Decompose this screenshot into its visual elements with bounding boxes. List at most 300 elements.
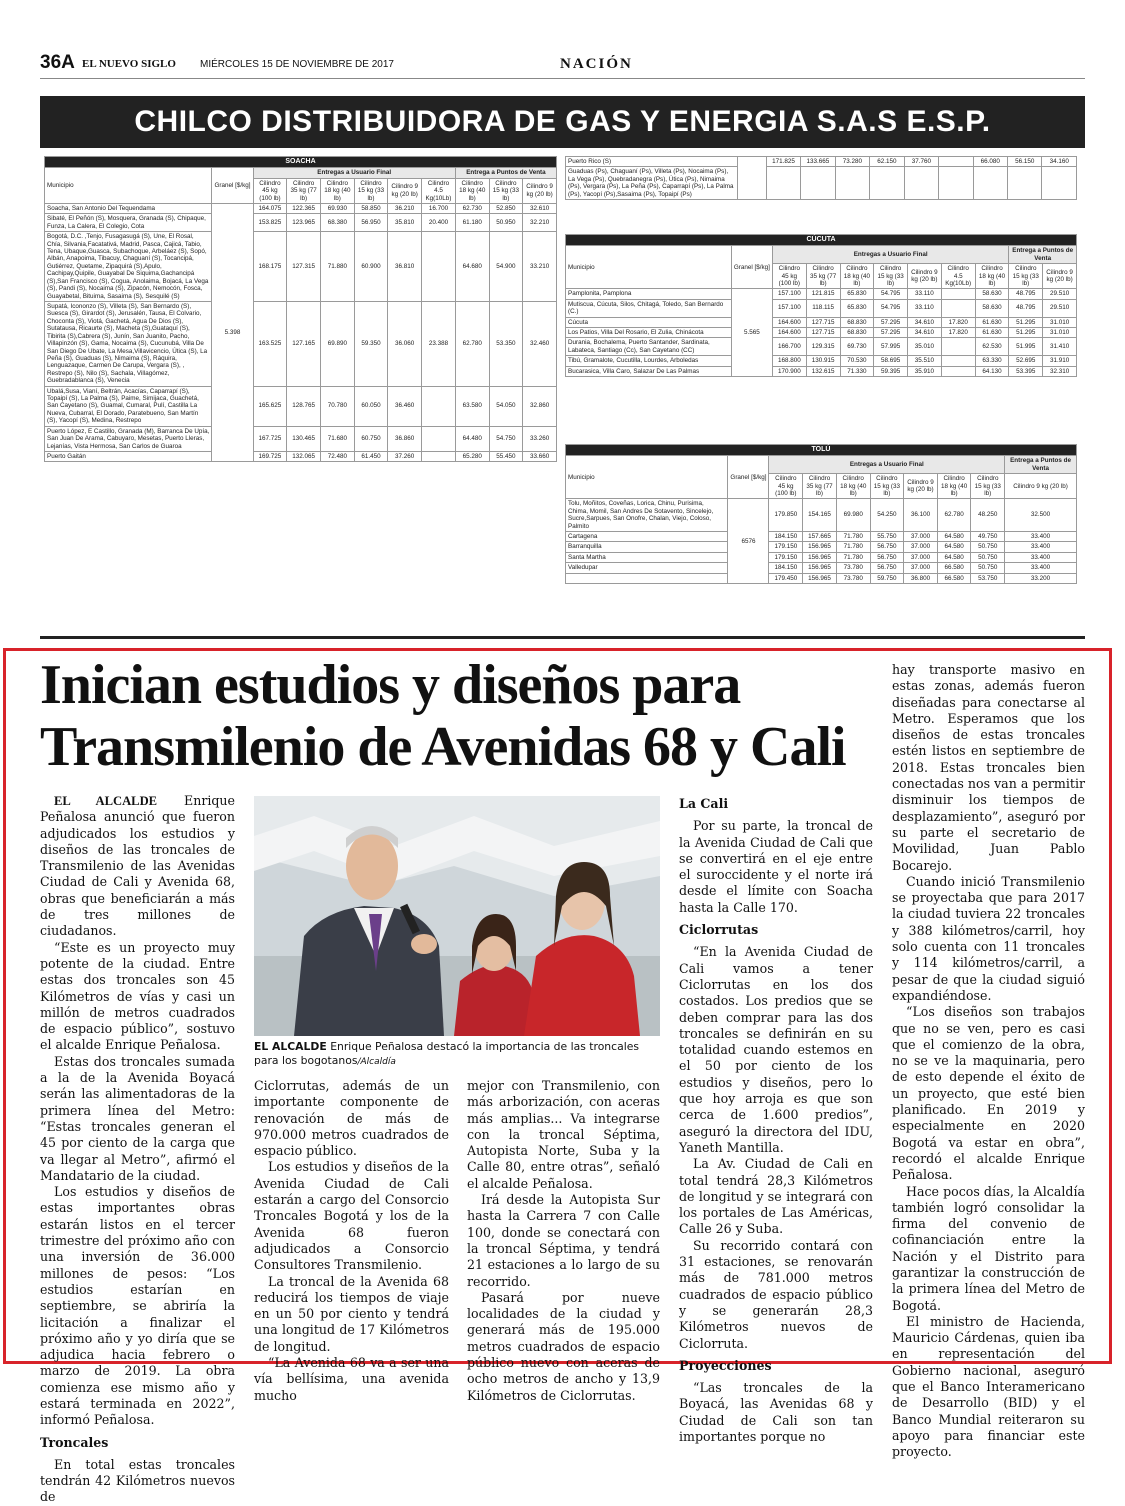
price-cell: 60.050 — [354, 386, 388, 426]
price-cell: 122.365 — [287, 203, 321, 213]
price-cell: 184.150 — [769, 563, 803, 573]
price-cell: 70.780 — [321, 386, 355, 426]
price-cell: 29.510 — [1043, 289, 1077, 299]
column-header: Cilindro 18 kg (40 lb) — [840, 264, 874, 289]
price-cell: 156.965 — [803, 542, 837, 552]
price-cell — [1042, 167, 1077, 200]
article-column-2 — [254, 1078, 449, 1404]
price-cell: 130.465 — [287, 426, 321, 451]
group-sale: Entrega a Puntos de Venta — [455, 168, 556, 178]
paragraph: Pasará por nueve localidades de la ciudad y generará más de 195.000 metros cuadrados de espacio público nuevo con aceras de ocho metros de ancho y 13,9 Kilómetros de Ciclorrutas. — [467, 1289, 660, 1403]
granel-cell — [738, 157, 766, 200]
price-cell: 48.795 — [1009, 289, 1043, 299]
table-row — [566, 167, 1077, 200]
price-cell: 64.130 — [975, 366, 1009, 376]
column-header: Cilindro 15 kg (33 lb) — [870, 474, 904, 499]
price-cell — [939, 167, 973, 200]
price-cell: 48.795 — [1009, 299, 1043, 317]
price-cell: 33.110 — [908, 299, 942, 317]
price-cell: 62.780 — [937, 499, 971, 532]
price-cell: 31.910 — [1043, 356, 1077, 366]
price-cell: 73.780 — [836, 563, 870, 573]
price-cell: 68.830 — [840, 328, 874, 338]
price-cell: 36.800 — [904, 573, 938, 583]
price-cell: 58.850 — [354, 203, 388, 213]
price-cell: 37.260 — [388, 452, 422, 462]
municipio-cell: Soacha, San Antonio Del Tequendama — [45, 203, 212, 213]
article-column-1 — [40, 793, 235, 1506]
municipio-cell — [566, 573, 728, 583]
price-cell: 58.630 — [975, 299, 1009, 317]
puerto-rico-price-table — [565, 156, 1077, 200]
price-cell: 37.000 — [904, 542, 938, 552]
price-cell: 60.900 — [354, 232, 388, 302]
price-cell: 132.065 — [287, 452, 321, 462]
price-cell: 118.115 — [806, 299, 840, 317]
price-cell: 54.250 — [870, 499, 904, 532]
ad-banner-title: CHILCO DISTRIBUIDORA DE GAS Y ENERGIA S.A.S E.S.P. — [40, 96, 1085, 148]
table-row — [566, 289, 1077, 299]
section-divider — [40, 636, 1085, 639]
price-cell — [766, 167, 800, 200]
municipio-cell: Barranquilla — [566, 542, 728, 552]
price-cell: 35.810 — [388, 214, 422, 232]
column-header: Cilindro 18 kg (40 lb) — [836, 474, 870, 499]
price-cell: 66.080 — [973, 157, 1007, 167]
price-cell: 61.450 — [354, 452, 388, 462]
price-cell: 50.950 — [489, 214, 523, 232]
price-cell: 73.280 — [835, 157, 869, 167]
price-cell: 52.850 — [489, 203, 523, 213]
column-header: Cilindro 18 kg (40 lb) — [975, 264, 1009, 289]
price-cell: 163.525 — [253, 302, 287, 387]
price-cell: 33.400 — [1005, 552, 1077, 562]
publication-name: EL NUEVO SIGLO — [82, 58, 176, 70]
price-cell: 31.010 — [1043, 328, 1077, 338]
price-cell: 35.010 — [908, 338, 942, 356]
price-cell: 33.210 — [523, 232, 557, 302]
column-header: Cilindro 9 kg (20 lb) — [388, 178, 422, 203]
cucuta-price-table — [565, 234, 1077, 377]
price-cell: 65.830 — [840, 289, 874, 299]
paragraph: Ciclorrutas, además de un importante componente de renovación de más de 970.000 metros cuadrados de espacio público. — [254, 1078, 449, 1159]
table-row — [566, 317, 1077, 327]
price-cell — [941, 299, 975, 317]
price-cell: 157.100 — [772, 299, 806, 317]
price-cell: 62.530 — [975, 338, 1009, 356]
price-cell: 127.715 — [806, 328, 840, 338]
price-cell: 36.060 — [388, 302, 422, 387]
article-headline — [40, 654, 880, 778]
price-cell: 50.750 — [971, 542, 1005, 552]
price-cell: 166.700 — [772, 338, 806, 356]
price-cell: 54.750 — [489, 426, 523, 451]
price-cell: 33.260 — [523, 426, 557, 451]
column-header: Cilindro 4.5 Kg(10Lb) — [941, 264, 975, 289]
price-cell: 33.110 — [908, 289, 942, 299]
group-user: Entregas a Usuario Final — [769, 456, 1005, 474]
price-cell: 64.580 — [937, 532, 971, 542]
municipio-cell: Puerto Gaitán — [45, 452, 212, 462]
price-cell: 51.995 — [1009, 338, 1043, 356]
municipio-cell: Tibú, Gramalote, Cucutilla, Lourdes, Arboledas — [566, 356, 732, 366]
municipio-cell: Santa Martha — [566, 552, 728, 562]
price-cell: 17.820 — [941, 328, 975, 338]
subheading-la-cali: La Cali — [679, 796, 729, 811]
price-cell: 58.695 — [874, 356, 908, 366]
municipio-cell: Cartagena — [566, 532, 728, 542]
price-cell: 133.665 — [801, 157, 835, 167]
column-header: Cilindro 15 kg (33 lb) — [489, 178, 523, 203]
group-sale: Entrega a Puntos de Venta — [1009, 246, 1077, 264]
price-cell: 60.750 — [354, 426, 388, 451]
column-header: Cilindro 35 kg (77 lb) — [806, 264, 840, 289]
price-cell — [941, 366, 975, 376]
price-cell: 59.750 — [870, 573, 904, 583]
table-title: CÚCUTA — [566, 235, 1077, 246]
price-cell: 33.400 — [1005, 542, 1077, 552]
column-header: Cilindro 35 kg (77 lb) — [803, 474, 837, 499]
price-cell — [870, 167, 904, 200]
price-cell: 33.400 — [1005, 563, 1077, 573]
price-cell: 154.165 — [803, 499, 837, 532]
article-column-3 — [467, 1078, 660, 1404]
price-cell: 37.000 — [904, 563, 938, 573]
price-cell: 53.350 — [489, 302, 523, 387]
municipio-cell: Los Patios, Villa Del Rosario, El Zulia, Chinácota — [566, 328, 732, 338]
price-cell: 132.615 — [806, 366, 840, 376]
municipio-cell: Durania, Bochalema, Puerto Santander, Sardinata, Labateca, Santiago (Cc), San Cayetano (CC) — [566, 338, 732, 356]
subheading-proyecciones: Proyecciones — [679, 1357, 772, 1373]
paragraph: El ministro de Hacienda, Mauricio Cárdenas, quien iba en representación del Gobierno nacional, aseguró que el Banco Interamericano de Desarrollo (BID) y el Banco Mundial reiteraron su apoyo para financiar este proyecto. — [892, 1313, 1085, 1460]
paragraph: Los estudios y diseños de la Avenida Ciudad de Cali estarán a cargo del Consorcio Troncales Bogotá y los de la Avenida 68 fueron adjudicados a Consorcio Consultores Transmilenio. — [254, 1159, 449, 1273]
price-cell: 65.830 — [840, 299, 874, 317]
price-cell: 52.695 — [1009, 356, 1043, 366]
price-cell: 164.600 — [772, 317, 806, 327]
price-cell: 33.400 — [1005, 532, 1077, 542]
caption-text: Enrique Peñalosa destacó la importancia de las troncales para los bogotanos — [254, 1040, 639, 1067]
paragraph: Irá desde la Autopista Sur hasta la Carrera 7 con Calle 100, donde se conectará con la troncal Séptima, y tendrá 21 estaciones a lo largo de su recorrido. — [467, 1192, 660, 1289]
paragraph: Hace pocos días, la Alcaldía también logró consolidar la firma del convenio de cofinanciación entre la Nación y el Distrito para garantizar la construcción de la primera línea del Metro de Bogotá. — [892, 1183, 1085, 1313]
price-cell: 57.995 — [874, 338, 908, 356]
paragraph: La troncal de la Avenida 68 reducirá los tiempos de viaje en un 50 por ciento y tendrá una longitud de 17 Kilómetros de longitud. — [254, 1273, 449, 1354]
column-header: Cilindro 45 kg (100 lb) — [772, 264, 806, 289]
table-row — [566, 499, 1077, 532]
price-cell: 71.880 — [321, 232, 355, 302]
municipio-cell: Puerto López, E Castillo, Granada (M), Barranca De Upía, San Juan De Arama, Cabuyaro, Mesetas, Puerto Lleras, Lejanías, Vista Hermosa, San Carlos de Guaroa — [45, 426, 212, 451]
price-cell: 32.210 — [523, 214, 557, 232]
price-cell: 48.250 — [971, 499, 1005, 532]
column-header: Cilindro 15 kg (33 lb) — [354, 178, 388, 203]
paragraph: Los estudios y diseños de estas importantes obras estarán listos en el tercer trimestre del próximo año con una inversión de 36.000 millones de pesos: “Los estudios estarían en septiembre, se abriría la licitación a finalizar el próximo año y yo diría que se adjudica hacia febrero o marzo de 2019. La obra comienza ese mismo año y estará terminada en 2022”, informó Peñalosa. — [40, 1184, 235, 1428]
price-cell: 35.910 — [908, 366, 942, 376]
group-user: Entregas a Usuario Final — [772, 246, 1008, 264]
price-cell: 17.820 — [941, 317, 975, 327]
table-row — [566, 338, 1077, 356]
table-row — [566, 573, 1077, 583]
col-granel: Granel [$/kg] — [212, 168, 253, 204]
paragraph: mejor con Transmilenio, con más arborización, con aceras más amplias... Va integrarse con la troncal Séptima, Autopista Norte, Suba y la Calle 80, entre otras”, señaló el alcalde Peñalosa. — [467, 1078, 660, 1191]
column-header: Cilindro 4.5 Kg(10Lb) — [422, 178, 456, 203]
municipio-cell: Cúcuta — [566, 317, 732, 327]
price-cell: 61.180 — [455, 214, 489, 232]
price-cell — [422, 386, 456, 426]
column-header: Cilindro 45 kg (100 lb) — [253, 178, 287, 203]
price-cell: 54.900 — [489, 232, 523, 302]
price-cell: 37.000 — [904, 552, 938, 562]
price-cell: 62.730 — [455, 203, 489, 213]
price-cell — [941, 338, 975, 356]
price-cell: 32.500 — [1005, 499, 1077, 532]
column-header: Cilindro 9 kg (20 lb) — [1005, 474, 1077, 499]
paragraph: Su recorrido contará con 31 estaciones, se renovarán más de 781.000 metros cuadrados de espacio público y se generarán 28,3 Kilómetros nuevos de Ciclorruta. — [679, 1237, 873, 1351]
price-cell: 58.630 — [975, 289, 1009, 299]
tolu-price-table — [565, 444, 1077, 584]
price-cell: 69.980 — [836, 499, 870, 532]
price-cell: 16.700 — [422, 203, 456, 213]
price-cell: 73.780 — [836, 573, 870, 583]
price-cell: 63.580 — [455, 386, 489, 426]
price-cell: 165.625 — [253, 386, 287, 426]
price-cell: 36.100 — [904, 499, 938, 532]
price-cell: 32.860 — [523, 386, 557, 426]
paragraph: “Este es un proyecto muy potente de la ciudad. Entre estas dos troncales son 45 Kilómetros de vías y casi un millón de metros cuadrados de espacio público”, sostuvo el alcalde Enrique Peñalosa. — [40, 939, 235, 1053]
price-cell: 54.050 — [489, 386, 523, 426]
price-cell: 69.930 — [321, 203, 355, 213]
price-cell: 171.825 — [766, 157, 800, 167]
price-cell: 59.395 — [874, 366, 908, 376]
paragraph: Por su parte, la troncal de la Avenida Ciudad de Cali que se convertirá en el eje entre el suroccidente y el norte irá desde el límite con Soacha hasta la Calle 170. — [679, 818, 873, 915]
price-cell: 36.460 — [388, 386, 422, 426]
price-cell: 61.630 — [975, 317, 1009, 327]
price-cell: 34.610 — [908, 317, 942, 327]
price-cell — [939, 157, 973, 167]
col-granel: Granel [$/kg] — [728, 456, 769, 499]
price-cell: 49.750 — [971, 532, 1005, 542]
price-cell: 71.780 — [836, 542, 870, 552]
paragraph: Cuando inició Transmilenio se proyectaba que para 2017 la ciudad tuviera 22 troncales y 388 kilómetros/carril, hoy solo cuenta con 11 troncales y 114 kilómetros/carril, a pesar de que la ciudad siguió expandiéndose. — [892, 873, 1085, 1003]
table-row — [45, 386, 557, 426]
price-cell: 71.780 — [836, 532, 870, 542]
price-cell: 179.150 — [769, 552, 803, 562]
table-row — [566, 157, 1077, 167]
price-cell: 127.165 — [287, 302, 321, 387]
price-cell: 127.715 — [806, 317, 840, 327]
price-cell: 168.800 — [772, 356, 806, 366]
article-column-5 — [892, 662, 1085, 1461]
price-cell: 71.680 — [321, 426, 355, 451]
price-cell: 127.315 — [287, 232, 321, 302]
paragraph: “Los diseños son trabajos que no se ven, pero es casi que el comienzo de la obra, no se ve la maquinaria, pero de esto depende el éxito de un proyecto, que esté bien planificado. En 2019 y especialmente en 2020 Bogotá va estar en obra”, recordó el alcalde Enrique Peñalosa. — [892, 1004, 1085, 1183]
price-cell: 56.750 — [870, 563, 904, 573]
price-cell: 32.310 — [1043, 366, 1077, 376]
municipio-cell: Guaduas (Ps), Chaguaní (Ps), Villeta (Ps), Nocaima (Ps), La Vega (Ps), Quebradanegra (Ps), Útica (Ps), Nimaima (Ps), Vergara (Ps), La Peña (Ps), Caparrapí (Ps), La Palma (Ps), Yacopí (Ps),Sasaima (Ps), Topaipí (Ps) — [566, 167, 738, 200]
price-cell: 23.388 — [422, 302, 456, 387]
price-cell: 56.950 — [354, 214, 388, 232]
price-cell: 121.815 — [806, 289, 840, 299]
col-granel: Granel [$/kg] — [731, 246, 772, 289]
price-cell: 57.295 — [874, 317, 908, 327]
subheading-ciclorrutas: Ciclorrutas — [679, 922, 759, 938]
price-cell: 64.480 — [455, 426, 489, 451]
column-header: Cilindro 45 kg (100 lb) — [769, 474, 803, 499]
price-cell — [422, 426, 456, 451]
price-cell — [941, 356, 975, 366]
price-cell: 153.825 — [253, 214, 287, 232]
price-cell: 65.280 — [455, 452, 489, 462]
paragraph: Enrique Peñalosa anunció que fueron adjudicados los estudios y diseños de las troncales de Transmilenio de las Avenidas Ciudad de Cali y Avenida 68, obras que beneficiarán a más de tres millones de ciudadanos. — [40, 793, 235, 939]
table-row — [566, 356, 1077, 366]
price-cell: 51.295 — [1009, 328, 1043, 338]
price-cell: 34.610 — [908, 328, 942, 338]
table-row — [45, 426, 557, 451]
price-cell: 62.780 — [455, 302, 489, 387]
price-cell: 157.100 — [772, 289, 806, 299]
price-cell: 156.965 — [803, 573, 837, 583]
column-header: Cilindro 15 kg (33 lb) — [971, 474, 1005, 499]
price-cell — [973, 167, 1007, 200]
price-cell: 35.510 — [908, 356, 942, 366]
price-cell — [835, 167, 869, 200]
subheading-troncales: Troncales — [40, 1434, 109, 1450]
paragraph: La Av. Ciudad de Cali en total tendrá 28,3 Kilómetros de longitud y se integrará con los portales de Las Américas, Calle 26 y Suba. — [679, 1156, 873, 1237]
column-header: Cilindro 18 kg (40 lb) — [937, 474, 971, 499]
price-cell — [801, 167, 835, 200]
price-cell: 32.610 — [523, 203, 557, 213]
price-cell: 71.780 — [836, 552, 870, 562]
municipio-cell: Sibaté, El Peñón (S), Mosquera, Granada (S), Chipaque, Funza, La Calera, El Colegio, Cota — [45, 214, 212, 232]
column-header: Cilindro 35 kg (77 lb) — [287, 178, 321, 203]
price-cell: 36.810 — [388, 232, 422, 302]
price-cell — [1008, 167, 1042, 200]
price-cell: 63.330 — [975, 356, 1009, 366]
price-cell: 36.860 — [388, 426, 422, 451]
table-title: SOACHA — [45, 157, 557, 168]
price-cell: 53.395 — [1009, 366, 1043, 376]
table-row — [45, 452, 557, 462]
col-municipio: Municipio — [566, 456, 728, 499]
table-row — [566, 563, 1077, 573]
price-cell: 68.380 — [321, 214, 355, 232]
price-cell: 56.150 — [1008, 157, 1042, 167]
price-cell — [422, 232, 456, 302]
article-photo — [254, 796, 660, 1036]
article-column-4 — [679, 790, 873, 1445]
paragraph: “La Avenida 68 va a ser una vía bellísima, una avenida mucho — [254, 1355, 449, 1403]
municipio-cell: Bogotá, D.C. ,Tenjo, Fusagasugá (S), Une, El Rosal, Chía, Silvania,Facatativá, Madrid, Pasca, Cajicá, Tabio, Tena, Ubaque,Guasca, Subachoque, Arbeláez (S), Sopó, Albán, Anapoima, Tibacuy, Chaguaní (S), Tocancipá, Gutiérrez, Quetame, Zipaquirá (S),Apulo, Cachipay,Quipile, Guayabal De Siquima,Gachancipá (S),San Francisco (S), Cogua, Anolaima, Bojacá, La Vega (S), Pandi (S), Nocaima (S), Zipacón, Nemocón, Fosca, Guayabetal, Bituima, Sasaima (S), Sesquilé (S) — [45, 232, 212, 302]
price-cell: 56.750 — [870, 552, 904, 562]
paragraph: “Las troncales de la Boyacá, las Avenidas 68 y Ciudad de Cali son tan importantes porque no — [679, 1380, 873, 1444]
municipio-cell: Supatá, Icononzo (S), Villeta (S), San Bernardo (S), Suesca (S), Girardot (S), Jerusalén, Tausa, El Colvario, Choconta (S), Viotá, Gachetá, Agua De Dios (S), Sutatausa, Ricaurte (S), Macheta (S),Guataquí (S), Tibirita (S),Cabrera (S), Junín, San Juanito, Pacho, Villapinzón (S), Gama, Nocaima (S), Cucunubá, Villa De San Diego De Ubate, La Mesa,Villavicencio, Útica (S), La Peña (S), Guaduas (S), Nimaima (S), Ráquira, Lenguazaque, Carmen De Carupa, Vergara (S), , Restrepo (S), Nilo (S), Sachala, Villagómez, Guebradablanca (S), Venecia — [45, 302, 212, 387]
issue-date: MIÉRCOLES 15 DE NOVIEMBRE DE 2017 — [200, 59, 394, 70]
price-cell: 70.530 — [840, 356, 874, 366]
col-municipio: Municipio — [45, 168, 212, 204]
table-row — [566, 532, 1077, 542]
price-cell: 156.965 — [803, 552, 837, 562]
price-cell: 29.510 — [1043, 299, 1077, 317]
column-header: Cilindro 9 kg (20 lb) — [523, 178, 557, 203]
price-cell: 55.750 — [870, 532, 904, 542]
price-cell: 54.795 — [874, 299, 908, 317]
municipio-cell: Puerto Rico (S) — [566, 157, 738, 167]
municipio-cell: Pamplonita, Pamplona — [566, 289, 732, 299]
granel-cell: 5.565 — [731, 289, 772, 377]
column-header: Cilindro 18 kg (40 lb) — [321, 178, 355, 203]
price-cell: 55.450 — [489, 452, 523, 462]
table-row — [566, 552, 1077, 562]
price-cell: 170.900 — [772, 366, 806, 376]
headline-line-1: Inician estudios y diseños para — [40, 654, 741, 716]
price-cell: 156.965 — [803, 563, 837, 573]
page-number: 36A — [40, 52, 75, 73]
price-cell: 37.760 — [904, 157, 938, 167]
price-cell: 164.600 — [772, 328, 806, 338]
municipio-cell: Mutiscua, Cúcuta, Silos, Chitagá, Toledo, San Bernardo (C.) — [566, 299, 732, 317]
section-name: NACIÓN — [560, 56, 633, 72]
paragraph: En total estas troncales tendrán 42 Kilómetros nuevos de — [40, 1456, 235, 1505]
price-cell: 64.580 — [937, 542, 971, 552]
price-cell — [941, 289, 975, 299]
price-cell: 64.680 — [455, 232, 489, 302]
price-cell: 20.400 — [422, 214, 456, 232]
municipio-cell: Ubalá,Susa, Vianí, Beltrán, Acacías, Caparrapí (S), Topaipí (S), La Palma (S), Paime, Simijaca, Guachetá, San Cayetano (S), Guamal, Cumaral, Pulí, Castilla La Nueva, Cubarral, El Dorado, Paratebueno, San Martín (S), Yacopí (S), Medina, Restrepo — [45, 386, 212, 426]
paragraph: “En la Avenida Ciudad de Cali vamos a tener Ciclorrutas en los dos costados. Los predios que se deben comprar para las dos troncales se definirán en su totalidad cuando estemos en el 50 por ciento de los estudios y diseños, pero lo que hoy arroja es que son cerca de 1.600 predios”, aseguró la directora del IDU, Yaneth Mantilla. — [679, 944, 873, 1155]
price-cell: 71.330 — [840, 366, 874, 376]
price-cell: 123.965 — [287, 214, 321, 232]
price-cell: 164.075 — [253, 203, 287, 213]
table-row — [566, 299, 1077, 317]
price-cell: 33.200 — [1005, 573, 1077, 583]
price-cell: 59.350 — [354, 302, 388, 387]
price-cell: 53.750 — [971, 573, 1005, 583]
photo-illustration — [254, 796, 660, 1036]
price-cell: 56.750 — [870, 542, 904, 552]
column-header: Cilindro 9 kg (20 lb) — [908, 264, 942, 289]
paragraph: hay transporte masivo en estas zonas, además fueron diseñadas para conectarse al Metro. Esperamos que los diseños de estas troncales estén listos en septiembre de 2018. Estas troncales bien conectadas nos van a permitir disminuir los tiempos de desplazamiento”, aseguró por su parte el secretario de Movilidad, Juan Pablo Bocarejo. — [892, 662, 1085, 873]
table-row — [566, 366, 1077, 376]
price-cell: 64.580 — [937, 552, 971, 562]
photo-caption — [254, 1040, 662, 1069]
granel-cell: 5.398 — [212, 203, 253, 462]
price-cell — [904, 167, 938, 200]
price-cell: 179.450 — [769, 573, 803, 583]
price-cell: 179.150 — [769, 542, 803, 552]
price-cell: 157.665 — [803, 532, 837, 542]
price-cell: 130.915 — [806, 356, 840, 366]
price-cell: 50.750 — [971, 552, 1005, 562]
price-cell: 31.410 — [1043, 338, 1077, 356]
price-cell: 51.295 — [1009, 317, 1043, 327]
column-header: Cilindro 9 kg (20 lb) — [904, 474, 938, 499]
column-header: Cilindro 9 kg (20 lb) — [1043, 264, 1077, 289]
price-cell: 167.725 — [253, 426, 287, 451]
price-cell — [422, 452, 456, 462]
headline-line-2: Transmilenio de Avenidas 68 y Cali — [40, 716, 846, 778]
caption-label: EL ALCALDE — [254, 1040, 327, 1053]
column-header: Cilindro 15 kg (33 lb) — [874, 264, 908, 289]
table-row — [566, 328, 1077, 338]
table-row — [45, 203, 557, 213]
municipio-cell: Bucarasica, Villa Caro, Salazar De Las Palmas — [566, 366, 732, 376]
table-row — [45, 214, 557, 232]
price-cell: 32.460 — [523, 302, 557, 387]
caption-credit: /Alcaldía — [357, 1057, 396, 1067]
price-cell: 34.160 — [1042, 157, 1077, 167]
column-header: Cilindro 18 kg (40 lb) — [455, 178, 489, 203]
price-cell: 72.480 — [321, 452, 355, 462]
table-row — [45, 232, 557, 302]
price-cell: 50.750 — [971, 563, 1005, 573]
